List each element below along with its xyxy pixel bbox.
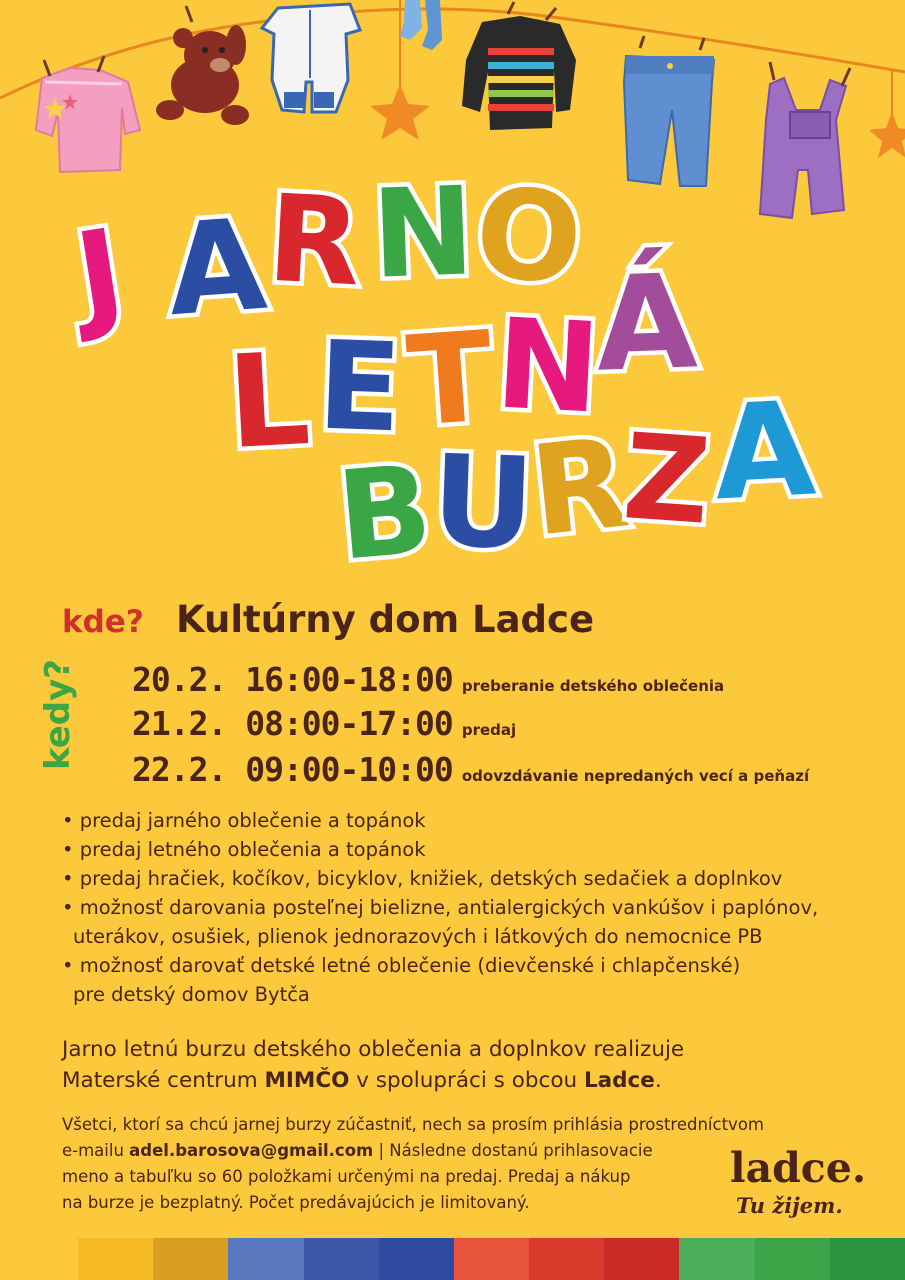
organizer-text: . xyxy=(654,1068,662,1093)
organizer-line: Jarno letnú burzu detského oblečenia a doplnkov realizuje xyxy=(62,1037,685,1062)
star-icon xyxy=(370,84,430,140)
footer-stripe xyxy=(679,1238,755,1280)
title-letter: R xyxy=(264,169,365,314)
bullet-item: • možnosť darovania posteľnej bielizne, antialergických vankúšov i paplónov, xyxy=(62,896,819,919)
bullet-item: • predaj letného oblečenia a topánok xyxy=(62,838,426,861)
title-letter: L xyxy=(224,324,314,479)
registration-text: | Následne dostanú prihlasovacie xyxy=(373,1141,653,1160)
title-letter: Z xyxy=(619,407,715,551)
footer-stripe xyxy=(529,1238,605,1280)
bullet-item: • predaj jarného oblečenie a topánok xyxy=(62,809,426,832)
title-letter: R xyxy=(524,411,635,565)
bullet-item-continued: uterákov, osušiek, plienok jednorazových i látkových do nemocnice PB xyxy=(73,925,763,948)
schedule-row xyxy=(132,660,724,699)
bullet-item: • predaj hračiek, kočíkov, bicyklov, knižiek, detských sedačiek a doplnkov xyxy=(62,867,783,890)
footer-stripe xyxy=(454,1238,530,1280)
pink-shirt-icon xyxy=(36,56,140,172)
registration-text: e-mailu xyxy=(62,1141,130,1160)
title-letter: N xyxy=(492,292,604,442)
schedule-desc: preberanie detského oblečenia xyxy=(461,677,725,695)
registration-line: na burze je bezplatný. Počet predávajúcich je limitovaný. xyxy=(62,1193,530,1212)
title-letter: Á xyxy=(593,245,700,401)
footer-stripe xyxy=(755,1238,831,1280)
title-letter: U xyxy=(429,427,537,578)
organizer-name: MIMČO xyxy=(264,1068,350,1093)
bullet-item: • možnosť darovať detské letné oblečenie (dievčenské i chlapčenské) xyxy=(62,954,741,977)
footer-stripe xyxy=(153,1238,229,1280)
registration-line: Všetci, ktorí sa chcú jarnej burzy zúčastniť, nech sa prosím prihlásia prostredníctvom xyxy=(62,1115,764,1134)
footer-stripe xyxy=(379,1238,455,1280)
town-name: Ladce xyxy=(583,1068,655,1093)
striped-sweater-icon xyxy=(462,2,576,130)
organizer-text: v spolupráci s obcou xyxy=(349,1068,584,1093)
schedule-time: 21.2. 08:00-17:00 xyxy=(132,704,453,743)
jeans-icon xyxy=(624,36,714,186)
organizer-paragraph xyxy=(62,1034,862,1096)
logo-slogan: Tu žijem. xyxy=(736,1193,843,1218)
star-icon xyxy=(869,112,905,158)
title-letter: N xyxy=(369,160,477,306)
registration-line: meno a tabuľku so 60 položkami určenými na predaj. Predaj a nákup xyxy=(62,1167,631,1186)
where-label: kde? xyxy=(62,604,144,640)
schedule-time: 20.2. 16:00-18:00 xyxy=(132,660,453,699)
baby-onesie-icon xyxy=(262,4,360,112)
footer-stripe xyxy=(830,1238,905,1280)
title-letter: B xyxy=(331,438,438,588)
title-letter: O xyxy=(469,160,588,314)
overalls-icon xyxy=(760,62,850,218)
schedule-time: 22.2. 09:00-10:00 xyxy=(132,750,453,789)
logo-name: ladce. xyxy=(730,1144,867,1192)
bullet-item-continued: pre detský domov Bytča xyxy=(73,983,310,1006)
title-letter: T xyxy=(403,305,498,455)
teddy-bear-icon xyxy=(156,6,249,125)
footer-stripe xyxy=(604,1238,680,1280)
schedule-row xyxy=(132,704,516,743)
email-link[interactable]: adel.barosova@gmail.com xyxy=(129,1141,374,1160)
schedule-row xyxy=(132,750,809,789)
bullet-list xyxy=(62,806,882,1009)
organizer-line xyxy=(62,1065,862,1096)
title-letter: E xyxy=(315,314,404,460)
title-letter: A xyxy=(162,190,271,345)
ladce-logo xyxy=(730,1144,867,1218)
where-value: Kultúrny dom Ladce xyxy=(176,598,595,641)
title-letter: A xyxy=(710,372,819,530)
when-label: kedy? xyxy=(38,659,78,770)
schedule-desc: odovzdávanie nepredaných vecí a peňazí xyxy=(461,767,810,785)
schedule-desc: predaj xyxy=(461,721,517,739)
organizer-text: Materské centrum xyxy=(62,1068,265,1093)
footer-stripe xyxy=(228,1238,304,1280)
footer-stripe xyxy=(304,1238,380,1280)
footer-stripe xyxy=(78,1238,154,1280)
title-letter: J xyxy=(67,202,133,346)
